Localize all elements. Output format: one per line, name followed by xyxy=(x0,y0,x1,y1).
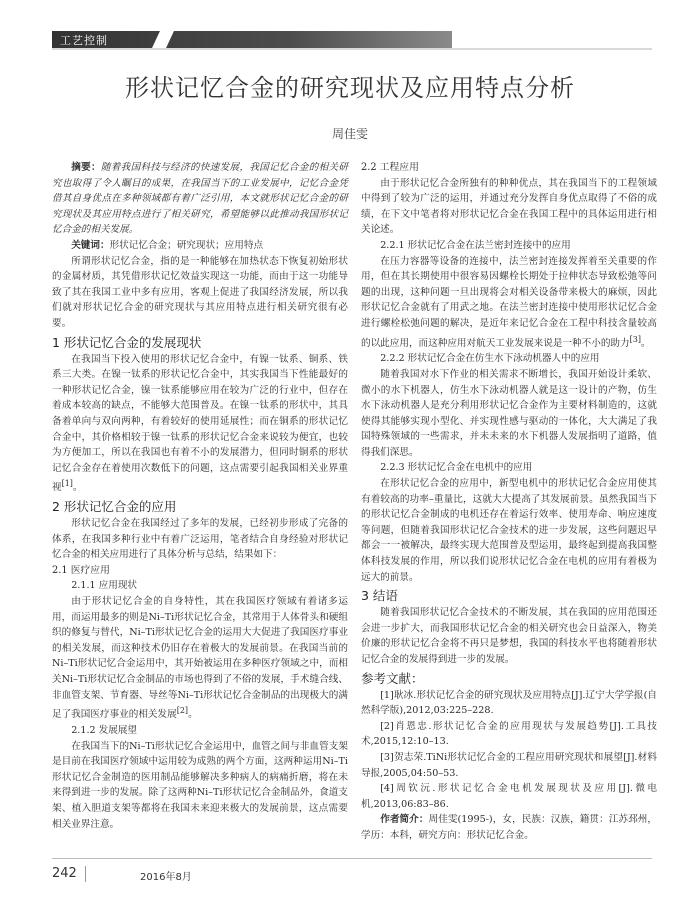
right-column xyxy=(361,160,657,844)
citation: [3] xyxy=(629,334,641,344)
section-2-heading: 2 形状记忆合金的应用 xyxy=(52,499,177,515)
section-2-2-2-heading: 2.2.2 形状记忆合金在仿生水下泳动机器人中的应用 xyxy=(380,353,600,365)
author-name: 周佳雯 xyxy=(331,127,368,141)
left-column xyxy=(52,160,348,832)
intro-paragraph: 所谓形状记忆合金，指的是一种能够在加热状态下恢复初始形状的金属材质，其凭借形状记忆效益实现这一功能，而由于这一功能导致了其在我国工业中多有应用，客观上促进了我国经济发展，所以我们就对形状记忆合金的研究现状与其应用特点进行相关研究很有必要。 xyxy=(52,255,348,329)
section-2-2-3-paragraph: 在形状记忆合金的应用中，新型电机中的形状记忆合金应用使其有着较高的功率–重量比，这就大大提高了其发展前景。虽然我国当下的形状记忆合金制成的电机还存在着运行效率、使用寿命、响应速度等问题，但随着我国形状记忆合金技术的进一步发展，这些问题迟早都会一一被解决，最终实现大范围普及型运用，最终起到提高我国整体科技发展的作用，所以我们说形状记忆合金在电机的应用有着极为远大的前景。 xyxy=(361,478,657,583)
reference-item: [1]耿冰.形状记忆合金的研究现状及应用特点[J].辽宁大学学报(自然科学版),2012,03:225–228. xyxy=(361,689,657,717)
section-2-2-3-heading: 2.2.3 形状记忆合金在电机中的应用 xyxy=(380,462,533,474)
header-bar xyxy=(52,31,452,48)
abstract xyxy=(52,160,348,238)
citation: [1] xyxy=(61,479,73,489)
header-rule xyxy=(52,48,652,50)
section-label: 工艺控制 xyxy=(60,34,108,47)
section-1-text: 在我国当下投入使用的形状记忆合金中，有镍一钛系、铜系、铁系三大类。在镍一钛系的形状记忆合金中，其实我国当下性能最好的一种形状记忆合金，镍一钛系能够应用在较为广泛的行业中，但存在着成本较高的缺点，不能够大范围普及。在镍一钛系的形状中，其具备着单向与双向两种，有着较好的使用延展性；而在铜系的形状记忆合金中，其价格相较于镍一钛系的形状记忆合金来说较为便宜，也较为方便加工，所以在我国也有着不小的发展潜力，但同时铜系的形状记忆合金存在着使用次数低下的问题，这点需要引起我国相关业界重视 xyxy=(52,353,348,494)
keywords-text: 形状记忆合金；研究现状；应用特点 xyxy=(109,239,264,251)
section-2-2-heading: 2.2 工程应用 xyxy=(361,162,419,173)
section-2-1-1-paragraph xyxy=(52,594,348,723)
references-list xyxy=(361,688,657,813)
section-1-heading: 1 形状记忆合金的发展现状 xyxy=(52,334,202,350)
footer-rule xyxy=(52,858,652,859)
reference-item: [3]贺志荣.TiNi形状记忆合金的工程应用研究现状和展望[J].材料导报,2005,04:50–53. xyxy=(361,751,657,779)
section-1-end: 。 xyxy=(72,482,83,494)
section-3-heading: 3 结语 xyxy=(361,588,398,604)
section-2-1-1-end: 。 xyxy=(188,709,198,721)
section-2-1-1-heading: 2.1.1 应用现状 xyxy=(71,580,138,592)
page-title: 形状记忆合金的研究现状及应用特点分析 xyxy=(125,74,575,102)
reference-item: [2]肖恩忠.形状记忆合金的应用现状与发展趋势[J].工具技术,2015,12:10–13. xyxy=(361,720,657,748)
reference-item: [4]周钦沅.形状记忆合金电机发展现状及应用[J].微电机,2013,06:83–86. xyxy=(361,783,657,810)
keywords xyxy=(52,238,348,254)
abstract-text: 随着我国科技与经济的快速发展，我国记忆合金的相关研究也取得了令人瞩目的成果，在我国当下的工业发展中，记忆合金凭借其自身优点在多种领域都有着广泛引用，本文就形状记忆合金的研究现状及其应用特点进行了相关研究，希望能够以此推动我国形状记忆合金的相关发展。 xyxy=(52,162,349,236)
author-bio xyxy=(361,812,657,843)
section-2-2-2-paragraph: 随着我国对水下作业的相关需求不断增长，我国开始设计柔软、微小的水下机器人，仿生水下泳动机器人就是这一设计的产物，仿生水下泳动机器人是充分利用形状记忆合金作为主要材料制造的，这就使得其能够实现小型化、并实现性感与驱动的一体化，大大满足了我国特殊领域的一些需求，并未未来的水下机器人发展指明了道路，值得我们深思。 xyxy=(361,368,657,458)
section-2-1-2-paragraph: 在我国当下的Ni–Ti形状记忆合金运用中，血管之间与非血管支架是目前在我国医疗领域中运用较为成熟的两个方面，这两种运用Ni–Ti形状记忆合金制造的医用制品能够解决多种病人的病痛折磨，将在未来得到进一步的发展。除了这两种Ni–Ti形状记忆合金制品外，食道支架、植入胆道支架等都将在我国未来迎来极大的发展前景，这点需要相关业界注意。 xyxy=(52,740,348,830)
keywords-label: 关键词： xyxy=(71,239,110,251)
section-2-1-heading: 2.1 医疗应用 xyxy=(52,564,110,576)
page-number: 242 xyxy=(52,866,77,881)
section-2-1-1-text: 由于形状记忆合金的自身特性，其在我国医疗领域有着诸多运用，而运用最多的则是Ni–Ti形状记忆合金，其常用于人体骨头和硬组织的修复与替代，Ni–Ti形状记忆合金的运用大大促进了我国医疗事业的相关发展，而这种技术仍旧存在着极大的发展前景。在我国当前的Ni–Ti形状记忆合金运用中，其开始被运用在多种医疗领域之中，而相关Ni–Ti形状记忆合金制品的市场也得到了不俗的发展，手术缝合线、非血管支架、节育器、导丝等Ni–Ti形状记忆合金制品的出现极大的满足了我国医疗事业的相关发展 xyxy=(52,596,348,721)
conclusion-paragraph: 随着我国形状记忆合金技术的不断发展，其在我国的应用范围还会进一步扩大，而我国形状记忆合金的相关研究也会日益深入，物美价廉的形状记忆合金将不再只是梦想，我国的科技水平也将随着形状记忆合金的发展得到进一步的发展。 xyxy=(361,607,657,665)
references-heading: 参考文献： xyxy=(361,670,424,686)
author-bio-text: 周佳雯(1995-)，女，民族：汉族，籍贯：江苏邳州，学历：本科，研究方向：形状记忆合金。 xyxy=(361,814,657,841)
abstract-label: 摘要： xyxy=(71,162,101,173)
citation: [2] xyxy=(176,706,189,716)
section-2-paragraph: 形状记忆合金在我国经过了多年的发展，已经初步形成了完备的体系，在我国多种行业中有着广泛运用，笔者结合自身经验对形状记忆合金的相关应用进行了具体分析与总结，结果如下： xyxy=(52,518,348,561)
section-2-2-1-text: 在压力容器等设备的连接中，法兰密封连接发挥着至关重要的作用，但在其长期使用中很容易因螺栓长期处于拉伸状态导致松弛等问题的出现，这种问题一旦出现将会对相关设备带来极大的麻烦，因此形状记忆合金就有了用武之地。在法兰密封连接中使用形状记忆合金进行螺栓松弛问题的解决，是近年来记忆合金在工程中科技含量较高的以此应用，而这种应用对航天工业发展来说是一种不小的助力 xyxy=(361,255,657,349)
section-2-2-1-paragraph xyxy=(361,254,657,352)
section-2-2-1-heading: 2.2.1 形状记忆合金在法兰密封连接中的应用 xyxy=(380,239,571,251)
issue-date: 2016年8月 xyxy=(140,872,192,883)
footer-separator xyxy=(85,866,86,882)
section-2-2-paragraph: 由于形状记忆合金所独有的种种优点，其在我国当下的工程领域中得到了较为广泛的运用，并通过充分发挥自身优点取得了不俗的成绩，在下文中笔者将对形状记忆合金在我国工程中的具体运用进行相关论述。 xyxy=(361,177,657,236)
author-bio-label: 作者简介： xyxy=(380,814,429,826)
section-2-2-1-end: 。 xyxy=(640,337,651,349)
section-2-1-2-heading: 2.1.2 发展展望 xyxy=(71,724,138,736)
section-1-paragraph xyxy=(52,352,348,497)
